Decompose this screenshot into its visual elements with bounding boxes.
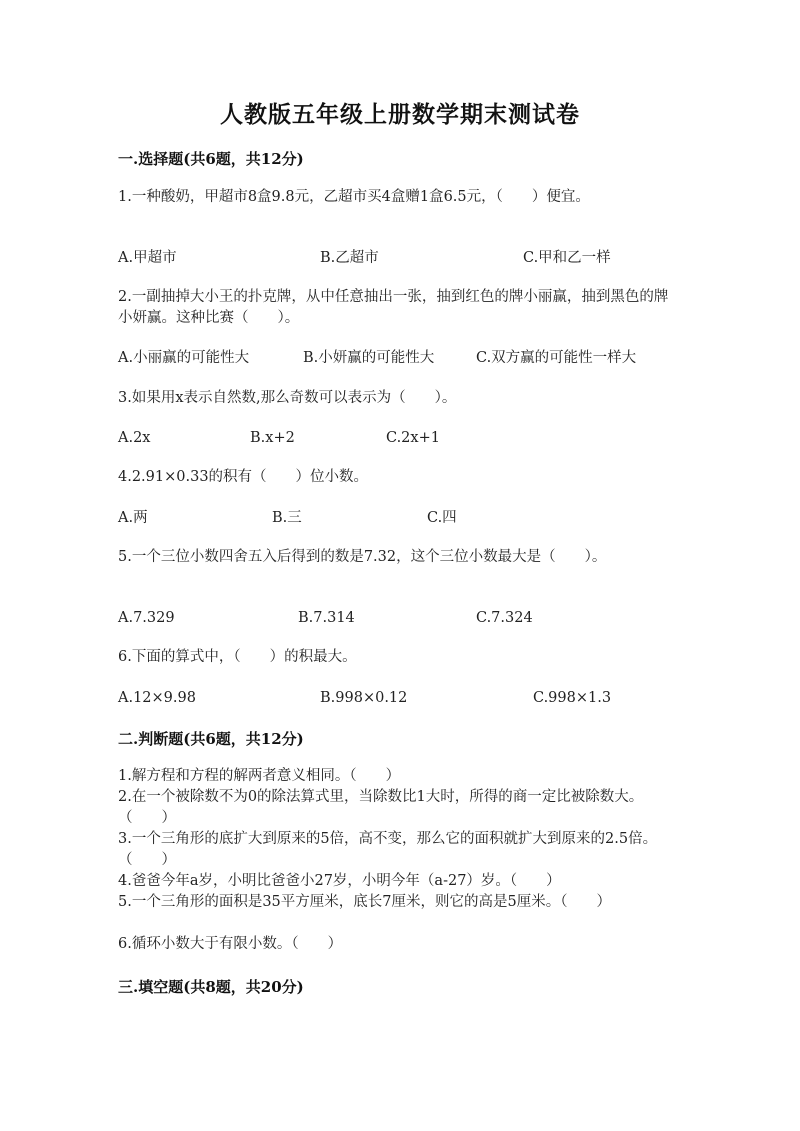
section-heading-fill: 三.填空题(共8题，共20分) xyxy=(118,978,304,996)
section-heading-judge: 二.判断题(共6题，共12分) xyxy=(118,730,304,748)
judge-item-4: 4.爸爸今年a岁，小明比爸爸小27岁，小明今年（a-27）岁。（ ） xyxy=(118,873,561,889)
q5-option-b: B.7.314 xyxy=(298,610,355,626)
q5-option-c: C.7.324 xyxy=(476,610,533,626)
q6-option-b: B.998×0.12 xyxy=(320,690,408,706)
q3-option-a: A.2x xyxy=(118,430,151,446)
judge-item-5: 5.一个三角形的面积是35平方厘米，底长7厘米，则它的高是5厘米。（ ） xyxy=(118,894,611,910)
q2-option-c: C.双方赢的可能性一样大 xyxy=(476,350,637,366)
q3-option-c: C.2x+1 xyxy=(386,430,440,446)
q4-option-b: B.三 xyxy=(272,510,302,526)
q2-option-a: A.小丽赢的可能性大 xyxy=(118,350,250,366)
q5-option-a: A.7.329 xyxy=(118,610,175,626)
question-1: 1.一种酸奶，甲超市8盒9.8元，乙超市买4盒赠1盒6.5元，（ ）便宜。 xyxy=(118,189,590,205)
question-4: 4.2.91×0.33的积有（ ）位小数。 xyxy=(118,469,369,485)
question-5: 5.一个三位小数四舍五入后得到的数是7.32，这个三位小数最大是（ ）。 xyxy=(118,549,607,565)
judge-item-1: 1.解方程和方程的解两者意义相同。（ ） xyxy=(118,768,401,784)
q6-option-a: A.12×9.98 xyxy=(118,690,196,706)
judge-item-6: 6.循环小数大于有限小数。（ ） xyxy=(118,936,343,952)
q4-option-c: C.四 xyxy=(427,510,457,526)
q2-option-b: B.小妍赢的可能性大 xyxy=(303,350,435,366)
section-heading-choice: 一.选择题(共6题，共12分) xyxy=(118,150,304,168)
q3-option-b: B.x+2 xyxy=(250,430,295,446)
question-3: 3.如果用x表示自然数,那么奇数可以表示为（ ）。 xyxy=(118,390,457,406)
q1-option-b: B.乙超市 xyxy=(320,250,379,266)
page-title: 人教版五年级上册数学期末测试卷 xyxy=(220,101,580,128)
judge-item-2: 2.在一个被除数不为0的除法算式里，当除数比1大时，所得的商一定比被除数大。（ ） xyxy=(118,789,644,826)
q1-option-a: A.甲超市 xyxy=(118,250,177,266)
q4-option-a: A.两 xyxy=(118,510,148,526)
judge-item-3: 3.一个三角形的底扩大到原来的5倍，高不变，那么它的面积就扩大到原来的2.5倍。（ ） xyxy=(118,831,658,868)
q6-option-c: C.998×1.3 xyxy=(533,690,612,706)
question-2: 2.一副抽掉大小王的扑克牌，从中任意抽出一张，抽到红色的牌小丽赢，抽到黑色的牌小妍赢。这种比赛（ ）。 xyxy=(118,289,669,326)
q1-option-c: C.甲和乙一样 xyxy=(523,250,611,266)
question-6: 6.下面的算式中，（ ）的积最大。 xyxy=(118,649,357,665)
